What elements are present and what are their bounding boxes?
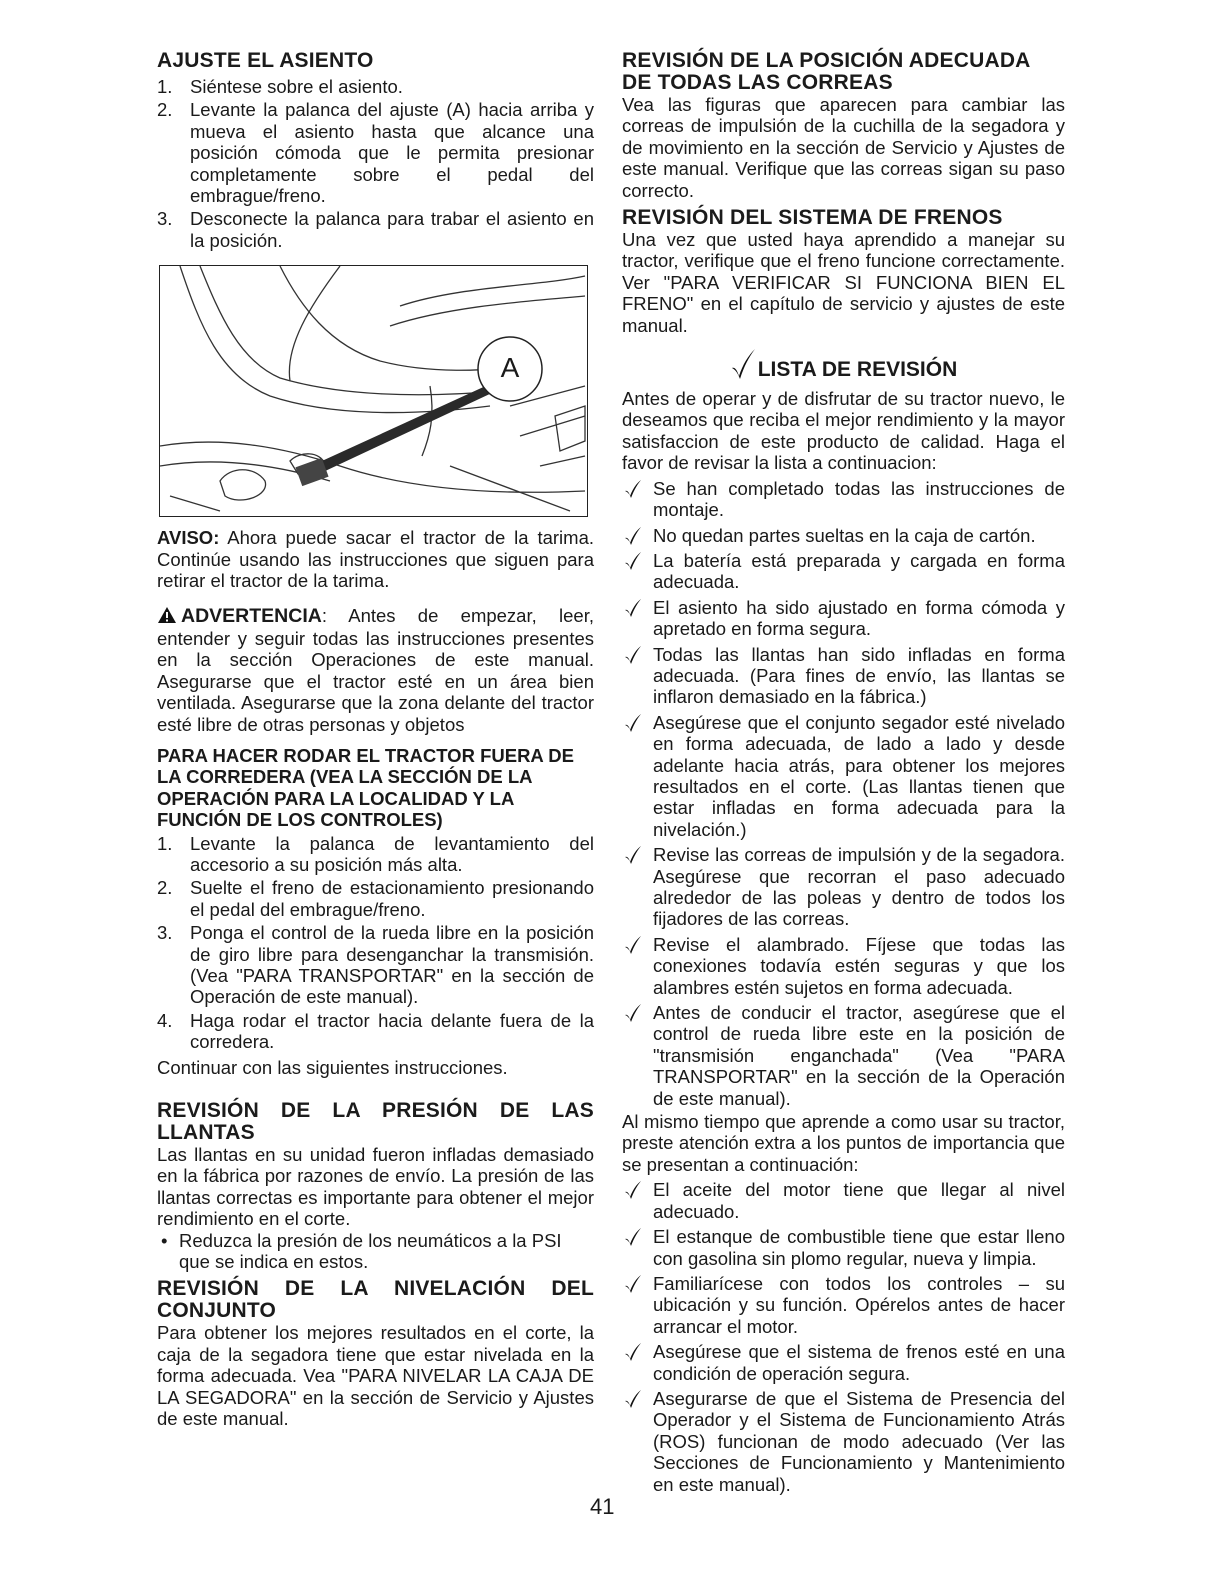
checklist-items [622, 478, 1065, 1109]
checklist-items-secondary [622, 1179, 1065, 1495]
list-item: 2. Levante la palanca del ajuste (A) hacia arriba y mueva el asiento hasta que alcance una posición cómoda que le permita presionar completamente sobre el pedal del embrague/freno. [157, 99, 594, 207]
list-item: 1. Siéntese sobre el asiento. [157, 76, 403, 97]
continue-text: Continuar con las siguientes instrucciones. [157, 1056, 508, 1078]
list-item: 3. Desconecte la palanca para trabar el asiento en la posición. [157, 208, 594, 251]
checklist-item: Todas las llantas han sido infladas en forma adecuada. (Para fines de envío, las llantas se inflaron demasiado en la fábrica.) [622, 644, 1065, 708]
list-item: 2. Suelte el freno de estacionamiento presionando el pedal del embrague/freno. [157, 877, 594, 920]
checklist-item: Asegurarse de que el Sistema de Presencia del Operador y el Sistema de Funcionamiento Atrás (ROS) funcionan de modo adecuado (Ver las Secciones de Funcionamiento y Mantenimiento en este manual). [622, 1388, 1065, 1495]
checklist-item: Asegúrese que el sistema de frenos esté en una condición de operación segura. [622, 1341, 1065, 1384]
checkmark-icon [624, 713, 642, 733]
brakes-paragraph: Una vez que usted haya aprendido a manejar su tractor, verifique que el freno funcione correctamente. Ver "PARA VERIFICAR SI FUNCIONA BIEN EL FRENO" en el capítulo de servicio y ajustes de este manual. [622, 229, 1065, 336]
checklist-item: El asiento ha sido ajustado en forma cómoda y apretado en forma segura. [622, 597, 1065, 640]
level-heading: REVISIÓN DE LA NIVELACIÓN DEL CONJUNTO [157, 1277, 594, 1323]
checklist-item: Revise las correas de impulsión y de la segadora. Asegúrese que recorran el paso adecuado alrededor de las poleas y dentro de todos los fijadores de las correas. [622, 844, 1065, 930]
belts-paragraph: Vea las figuras que aparecen para cambiar las correas de impulsión de la cuchilla de la segadora y de movimiento en la sección de Servicio y Ajustes de este manual. Verifique que las correas sigan su paso correcto. [622, 94, 1065, 201]
checkmark-icon [624, 845, 642, 865]
checkmark-icon [624, 526, 642, 546]
list-item: • Reduzca la presión de los neumáticos a la PSI que se indica en estos. [161, 1229, 562, 1273]
seat-heading: AJUSTE EL ASIENTO [157, 49, 374, 72]
right-column [622, 50, 1065, 1495]
left-column [157, 50, 594, 1429]
seat-steps [157, 76, 594, 251]
checkmark-icon [730, 348, 756, 380]
seat-adjust-figure [159, 265, 588, 517]
checklist-item: El aceite del motor tiene que llegar al nivel adecuado. [622, 1179, 1065, 1222]
tire-heading: REVISIÓN DE LA PRESIÓN DE LAS LLANTAS [157, 1099, 594, 1144]
notice-paragraph: AVISO: Ahora puede sacar el tractor de la tarima. Continúe usando las instrucciones que siguen para retirar el tractor de la tarima. [157, 527, 594, 592]
list-item: 4. Haga rodar el tractor hacia delante fuera de la corredera. [157, 1009, 594, 1053]
checklist-heading: LISTA DE REVISIÓN [622, 348, 1065, 382]
checklist-item: Antes de conducir el tractor, asegúrese que el control de rueda libre este en la posición de "transmisión enganchada" (Vea "PARA TRANSPORTAR" en la sección de la Operación de este manual). [622, 1002, 1065, 1109]
checklist-item: Asegúrese que el conjunto segador esté nivelado en forma adecuada, de lado a lado y desde adelante hacia atrás, para obtener los mejores resultados en el corte. (Las llantas tienen que estar infladas en forma adecuada para la nivelación.) [622, 712, 1065, 840]
checkmark-icon [624, 1274, 642, 1294]
figure-callout-label: A [500, 352, 520, 384]
page-number: 41 [590, 1494, 615, 1519]
checkmark-icon [624, 479, 642, 499]
list-item: 1. Levante la palanca de levantamiento del accesorio a su posición más alta. [157, 832, 594, 875]
checklist-middle: Al mismo tiempo que aprende a como usar su tractor, preste atención extra a los puntos de importancia que se presentan a continuación: [622, 1111, 1065, 1175]
seat-illustration [160, 266, 587, 516]
checkmark-icon [624, 935, 642, 955]
roll-steps [157, 833, 594, 1053]
warning-paragraph: ADVERTENCIA: Antes de empezar, leer, entender y seguir todas las instrucciones presentes en la sección Operaciones de este manual. Asegurarse que el tractor esté en un área bien ventilada. Asegurarse que la zona delante del tractor esté libre de otras personas y objetos [157, 605, 594, 735]
list-item: 3. Ponga el control de la rueda libre en la posición de giro libre para desenganchar la transmisión. (Vea "PARA TRANSPORTAR" en la sección de Operación de este manual). [157, 922, 594, 1008]
checkmark-icon [624, 1003, 642, 1023]
checklist-intro: Antes de operar y de disfrutar de su tractor nuevo, le deseamos que reciba el mejor rendimiento y la mayor satisfaccion de este producto de calidad. Haga el favor de revisar la lista a continuacion: [622, 388, 1065, 474]
checkmark-icon [624, 1227, 642, 1247]
checklist-item: Se han completado todas las instrucciones de montaje. [622, 478, 1065, 521]
checklist-item: Revise el alambrado. Fíjese que todas las conexiones todavía estén seguras y que los alambres estén sujetos en forma adecuada. [622, 934, 1065, 998]
level-paragraph: Para obtener los mejores resultados en el corte, la caja de la segadora tiene que estar nivelada en la forma adecuada. Vea "PARA NIVELAR LA CAJA DE LA SEGADORA" en la sección de Servicio y Ajustes de este manual. [157, 1322, 594, 1430]
brakes-heading: REVISIÓN DEL SISTEMA DE FRENOS [622, 206, 1003, 230]
tire-bullets [157, 1230, 594, 1273]
checklist-item: La batería está preparada y cargada en forma adecuada. [622, 550, 1065, 593]
checkmark-icon [624, 1342, 642, 1362]
checkmark-icon [624, 1180, 642, 1200]
checklist-item: Familiarícese con todos los controles – su ubicación y su función. Opérelos antes de hacer arrancar el motor. [622, 1273, 1065, 1337]
warning-label: ADVERTENCIA [181, 605, 322, 628]
tire-paragraph: Las llantas en su unidad fueron infladas demasiado en la fábrica por razones de envío. La presión de las llantas correctas es importante para obtener el mejor rendimiento en el corte. [157, 1144, 594, 1230]
warning-triangle-icon [157, 606, 177, 624]
notice-label: AVISO: [157, 527, 220, 549]
checkmark-icon [624, 598, 642, 618]
belts-heading: REVISIÓN DE LA POSICIÓN ADECUADA DE TODAS LAS CORREAS [622, 49, 1030, 94]
checkmark-icon [624, 551, 642, 571]
checkmark-icon [624, 645, 642, 665]
checkmark-icon [624, 1389, 642, 1409]
roll-heading: PARA HACER RODAR EL TRACTOR FUERA DE LA CORREDERA (VEA LA SECCIÓN DE LA OPERACIÓN PARA LA LOCALIDAD Y LA FUNCIÓN DE LOS CONTROLES) [157, 744, 574, 831]
checklist-item: No quedan partes sueltas en la caja de cartón. [622, 525, 1065, 546]
checklist-item: El estanque de combustible tiene que estar lleno con gasolina sin plomo regular, nueva y limpia. [622, 1226, 1065, 1269]
